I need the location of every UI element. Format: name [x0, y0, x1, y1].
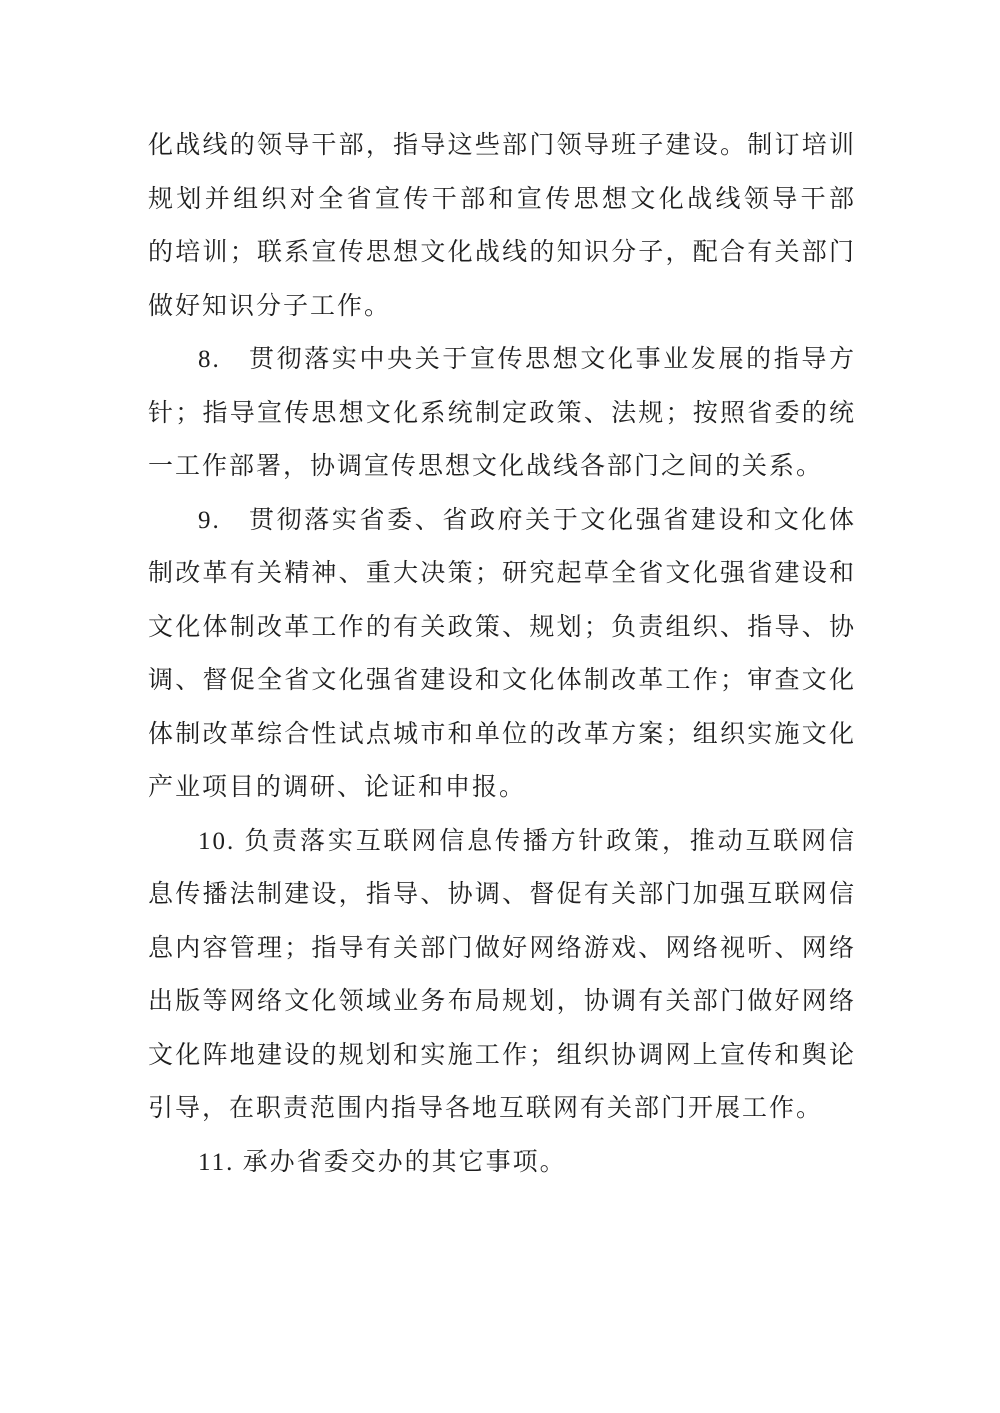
paragraph-item9	[148, 494, 856, 815]
text-line: 9. 贯彻落实省委、省政府关于文化强省建设和文化体	[198, 506, 856, 534]
text-line: 体制改革综合性试点城市和单位的改革方案；组织实施文化	[148, 720, 856, 748]
text-line: 8. 贯彻落实中央关于宣传思想文化事业发展的指导方	[198, 346, 856, 373]
text-line: 一工作部署，协调宣传思想文化战线各部门之间的关系。	[148, 453, 824, 480]
text-line: 调、督促全省文化强省建设和文化体制改革工作；审查文化	[148, 667, 856, 694]
paragraph-item8	[148, 333, 856, 494]
text-line: 规划并组织对全省宣传干部和宣传思想文化战线领导干部	[148, 185, 856, 213]
text-line: 息传播法制建设，指导、协调、督促有关部门加强互联网信	[148, 881, 856, 908]
text-line: 11. 承办省委交办的其它事项。	[198, 1148, 567, 1176]
text-line: 做好知识分子工作。	[148, 292, 392, 320]
text-line: 文化体制改革工作的有关政策、规划；负责组织、指导、协	[148, 613, 856, 641]
paragraph-item7-continuation	[148, 119, 856, 333]
text-line: 文化阵地建设的规划和实施工作；组织协调网上宣传和舆论	[148, 1041, 856, 1069]
paragraph-item11	[148, 1136, 856, 1190]
text-line: 引导，在职责范围内指导各地互联网有关部门开展工作。	[148, 1095, 824, 1122]
text-line: 息内容管理；指导有关部门做好网络游戏、网络视听、网络	[148, 934, 856, 962]
text-line: 化战线的领导干部，指导这些部门领导班子建设。制订培训	[148, 132, 856, 159]
text-line: 产业项目的调研、论证和申报。	[148, 774, 527, 801]
paragraph-item10	[148, 815, 856, 1136]
text-line: 出版等网络文化领域业务布局规划，协调有关部门做好网络	[148, 988, 856, 1015]
text-line: 的培训；联系宣传思想文化战线的知识分子，配合有关部门	[148, 239, 856, 266]
text-line: 10. 负责落实互联网信息传播方针政策，推动互联网信	[198, 827, 856, 855]
text-line: 针；指导宣传思想文化系统制定政策、法规；按照省委的统	[148, 399, 856, 427]
document-text-block	[148, 119, 856, 1189]
text-line: 制改革有关精神、重大决策；研究起草全省文化强省建设和	[148, 560, 856, 587]
